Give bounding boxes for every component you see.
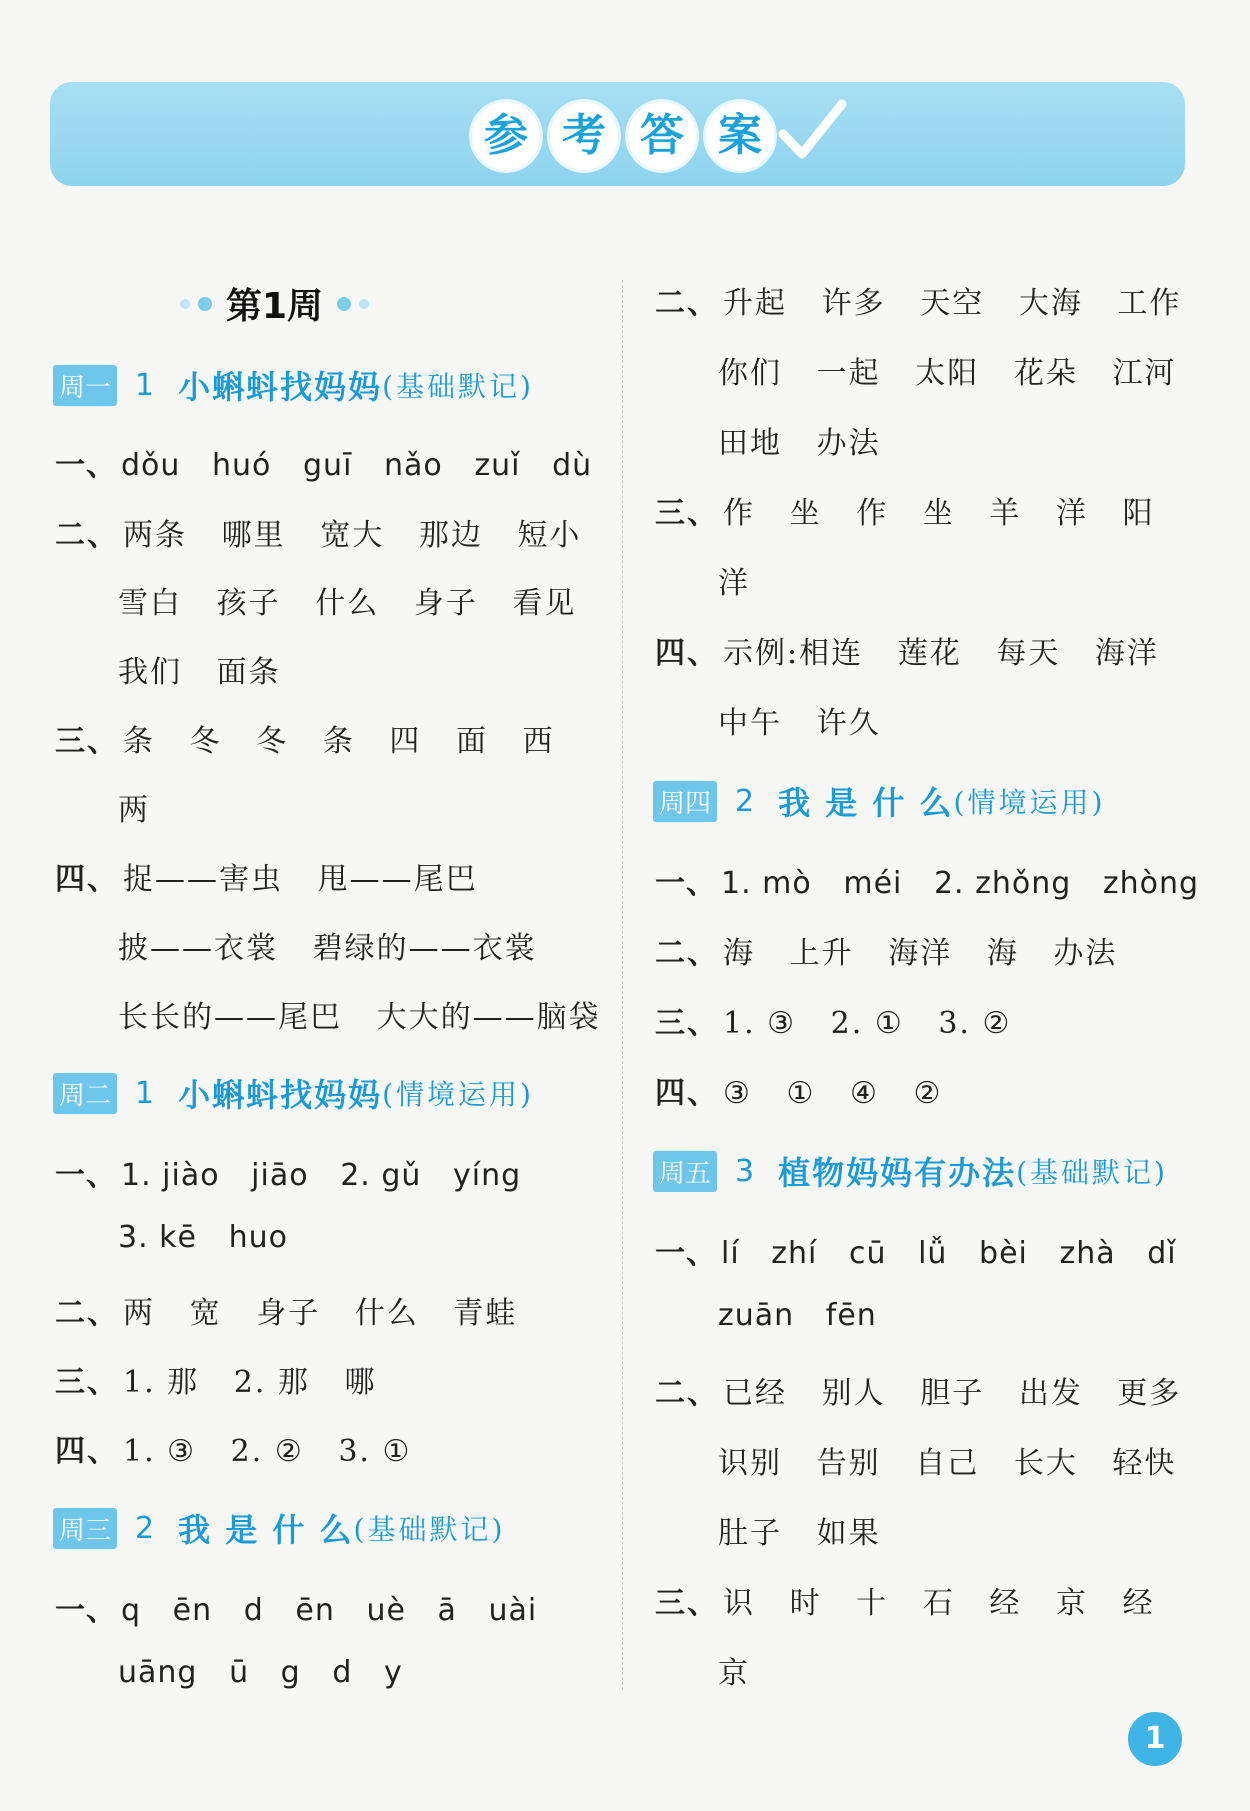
title-char: 答: [628, 102, 696, 170]
answer-line: 雪白 孩子 什么 身子 看见: [118, 586, 577, 621]
section-header-thu: [653, 778, 1105, 824]
week-heading: [180, 278, 369, 329]
answer-line: 识别 告别 自己 长大 轻快: [718, 1446, 1177, 1481]
answer-line: 肚子 如果: [718, 1516, 881, 1551]
lesson-title: 小蝌蚪找妈妈: [178, 368, 383, 406]
answer-line: 三、 1. ③ 2. ① 3. ②: [655, 1006, 1012, 1041]
page-title: [472, 102, 774, 170]
page-number: 1: [1128, 1712, 1182, 1766]
answer-line: 一、 1. jiào jiāo 2. gǔ yíng: [55, 1158, 522, 1193]
section-header-wed: [53, 1505, 505, 1551]
answer-line: 一、 dǒu huó guī nǎo zuǐ dù: [55, 448, 593, 483]
lesson-tag: (基础默记): [382, 370, 534, 403]
answer-line: 二、 海 上升 海洋 海 办法: [655, 936, 1118, 971]
dots-decoration: [180, 297, 212, 311]
answer-line: 四、 示例:相连 莲花 每天 海洋: [655, 636, 1159, 671]
lesson-tag: (情境运用): [382, 1078, 534, 1111]
title-char: 参: [472, 102, 540, 170]
answer-line: 一、 lí zhí cū lǚ bèi zhà dǐ: [655, 1236, 1177, 1271]
section-header-fri: [653, 1148, 1168, 1194]
answer-line: 三、 识 时 十 石 经 京 经: [655, 1586, 1155, 1621]
week-title: 第1周: [226, 286, 324, 327]
answer-line: 中午 许久: [718, 706, 881, 741]
answer-line: 四、 捉——害虫 甩——尾巴: [55, 862, 478, 897]
answer-line: uāng ū g d y: [118, 1655, 403, 1690]
answer-line: 四、 ③ ① ④ ②: [655, 1076, 943, 1111]
section-header-tue: [53, 1070, 534, 1116]
answer-line: 二、 两 宽 身子 什么 青蛙: [55, 1296, 518, 1331]
day-badge: 周二: [53, 1073, 117, 1114]
answer-line: 三、 作 坐 作 坐 羊 洋 阳: [655, 496, 1155, 531]
lesson-tag: (基础默记): [353, 1513, 506, 1546]
answer-line: 一、 q ēn d ēn uè ā uài: [55, 1593, 538, 1628]
answer-line: zuān fēn: [718, 1298, 877, 1333]
answer-line: 3. kē huo: [118, 1220, 288, 1255]
day-badge: 周五: [653, 1151, 717, 1192]
answer-line: 你们 一起 太阳 花朵 江河: [718, 356, 1177, 391]
lesson-tag: (基础默记): [1016, 1156, 1168, 1189]
lesson-number: 2: [735, 783, 755, 819]
title-char: 考: [550, 102, 618, 170]
answer-line: 两: [118, 793, 150, 828]
answer-line: 二、 升起 许多 天空 大海 工作: [655, 286, 1182, 321]
answer-line: 披——衣裳 碧绿的——衣裳: [118, 931, 537, 966]
column-divider: [622, 280, 623, 1690]
answer-line: 二、 已经 别人 胆子 出发 更多: [655, 1376, 1182, 1411]
day-badge: 周一: [53, 365, 117, 406]
lesson-number: 1: [135, 1075, 155, 1111]
answer-line: 京: [718, 1656, 750, 1691]
answer-line: 洋: [718, 566, 750, 601]
checkmark-icon: [778, 96, 848, 166]
title-char: 案: [706, 102, 774, 170]
lesson-number: 3: [735, 1153, 755, 1189]
answer-line: 三、 1. 那 2. 那 哪: [55, 1365, 377, 1400]
answer-line: 三、 条 冬 冬 条 四 面 西: [55, 724, 555, 759]
answer-line: 长长的——尾巴 大大的——脑袋: [118, 1000, 601, 1035]
lesson-number: 1: [135, 367, 155, 403]
dots-decoration: [337, 297, 369, 311]
lesson-title: 植物妈妈有办法: [778, 1154, 1017, 1192]
lesson-title: 小蝌蚪找妈妈: [178, 1076, 383, 1114]
answer-line: 一、 1. mò méi 2. zhǒng zhòng: [655, 866, 1200, 901]
lesson-tag: (情境运用): [953, 786, 1106, 819]
day-badge: 周三: [53, 1508, 117, 1549]
answer-line: 我们 面条: [118, 655, 281, 690]
lesson-number: 2: [135, 1510, 155, 1546]
answer-line: 二、 两条 哪里 宽大 那边 短小: [55, 518, 582, 553]
answer-line: 田地 办法: [718, 426, 881, 461]
answer-line: 四、 1. ③ 2. ② 3. ①: [55, 1434, 412, 1469]
day-badge: 周四: [653, 781, 717, 822]
lesson-title: 我 是 什 么: [178, 1511, 354, 1549]
section-header-mon: [53, 362, 534, 408]
lesson-title: 我 是 什 么: [778, 784, 954, 822]
